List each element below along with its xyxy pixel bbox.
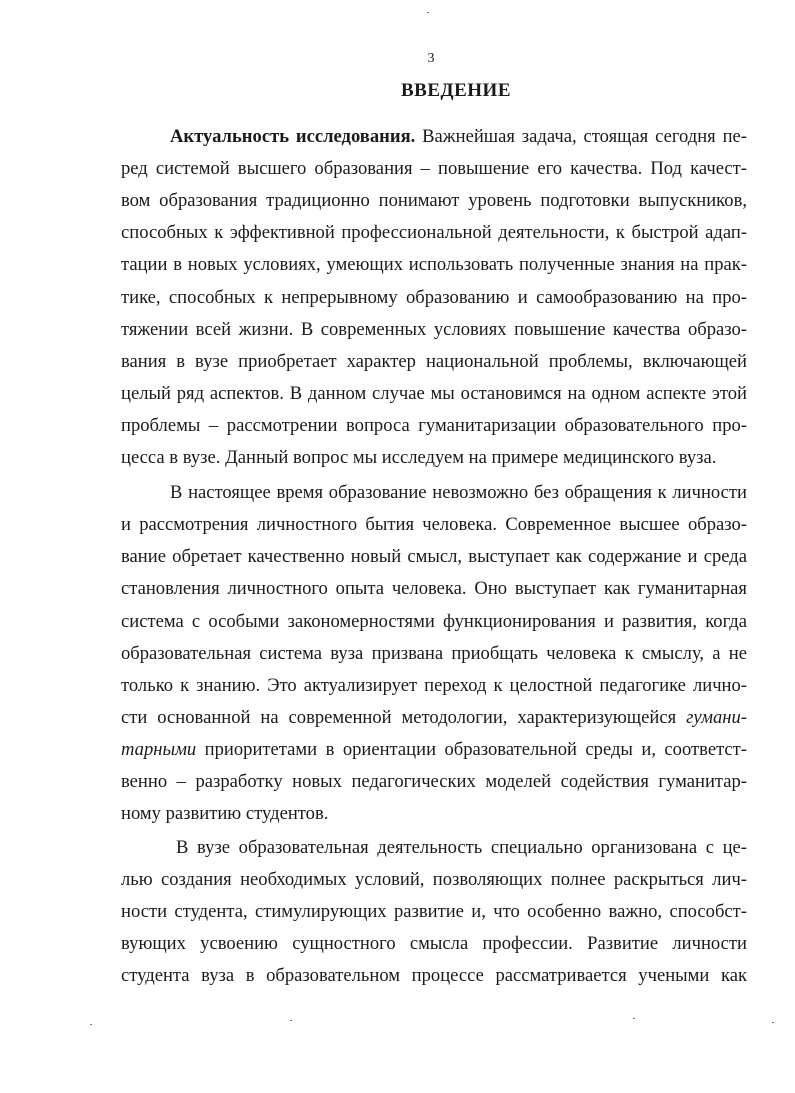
scan-speck (290, 1020, 292, 1021)
text-line: вующих усвоению сущностного смысла профессии. Развитие личности (121, 933, 747, 954)
text-line: тике, способных к непрерывному образованию и самообразованию на про- (121, 287, 747, 308)
text-line: ности студента, стимулирующих развитие и, что особенно важно, способст- (121, 901, 747, 922)
italic-term: тарными (121, 739, 197, 760)
text-line: система с особыми закономерностями функционирования и развития, когда (121, 611, 747, 632)
text-line: лью создания необходимых условий, позволяющих полнее раскрыться лич- (121, 869, 747, 890)
text-line: вание обретает качественно новый смысл, выступает как содержание и среда (121, 546, 747, 567)
text-line: сти основанной на современной методологии, характеризующейся гумани- (121, 707, 747, 728)
text-line: В вузе образовательная деятельность специально организована с це- (176, 837, 747, 858)
text-line: вания в вузе приобретает характер национальной проблемы, включающей (121, 351, 747, 372)
text-line: В настоящее время образование невозможно без обращения к личности (170, 482, 747, 503)
text-line: цесса в вузе. Данный вопрос мы исследуем на примере медицинского вуза. (121, 447, 717, 468)
text-line: студента вуза в образовательном процессе рассматривается учеными как (121, 965, 747, 986)
bold-lead-in: Актуальность исследования. (170, 126, 416, 147)
scan-speck (90, 1024, 92, 1025)
text-line: только к знанию. Это актуализирует переход к целостной педагогике лично- (121, 675, 747, 696)
text-line: проблемы – рассмотрении вопроса гуманитаризации образовательного про- (121, 415, 747, 436)
text-line: венно – разработку новых педагогических моделей содействия гуманитар- (121, 771, 747, 792)
text-line: ному развитию студентов. (121, 803, 329, 824)
scan-speck (427, 12, 429, 13)
text-line: вом образования традиционно понимают уровень подготовки выпускников, (121, 190, 747, 211)
italic-term: гумани- (686, 707, 747, 728)
text-line: Актуальность исследования. Важнейшая задача, стоящая сегодня пе- (170, 126, 747, 147)
text-line: становления личностного опыта человека. Оно выступает как гуманитарная (121, 578, 747, 599)
page-number: 3 (427, 51, 435, 66)
scan-speck (633, 1018, 635, 1019)
text-line: образовательная система вуза призвана приобщать человека к смыслу, а не (121, 643, 747, 664)
text-line: тарными приоритетами в ориентации образовательной среды и, соответст- (121, 739, 747, 760)
text-line: способных к эффективной профессиональной деятельности, к быстрой адап- (121, 222, 747, 243)
text-line: ред системой высшего образования – повышение его качества. Под качест- (121, 158, 747, 179)
text-line: тации в новых условиях, умеющих использовать полученные знания на прак- (121, 254, 747, 275)
section-heading: ВВЕДЕНИЕ (401, 80, 511, 101)
text-line: и рассмотрения личностного бытия человека. Современное высшее образо- (121, 514, 747, 535)
text-line: тяжении всей жизни. В современных условиях повышение качества образо- (121, 319, 747, 340)
text-line: целый ряд аспектов. В данном случае мы остановимся на одном аспекте этой (121, 383, 747, 404)
scan-speck (772, 1022, 774, 1023)
